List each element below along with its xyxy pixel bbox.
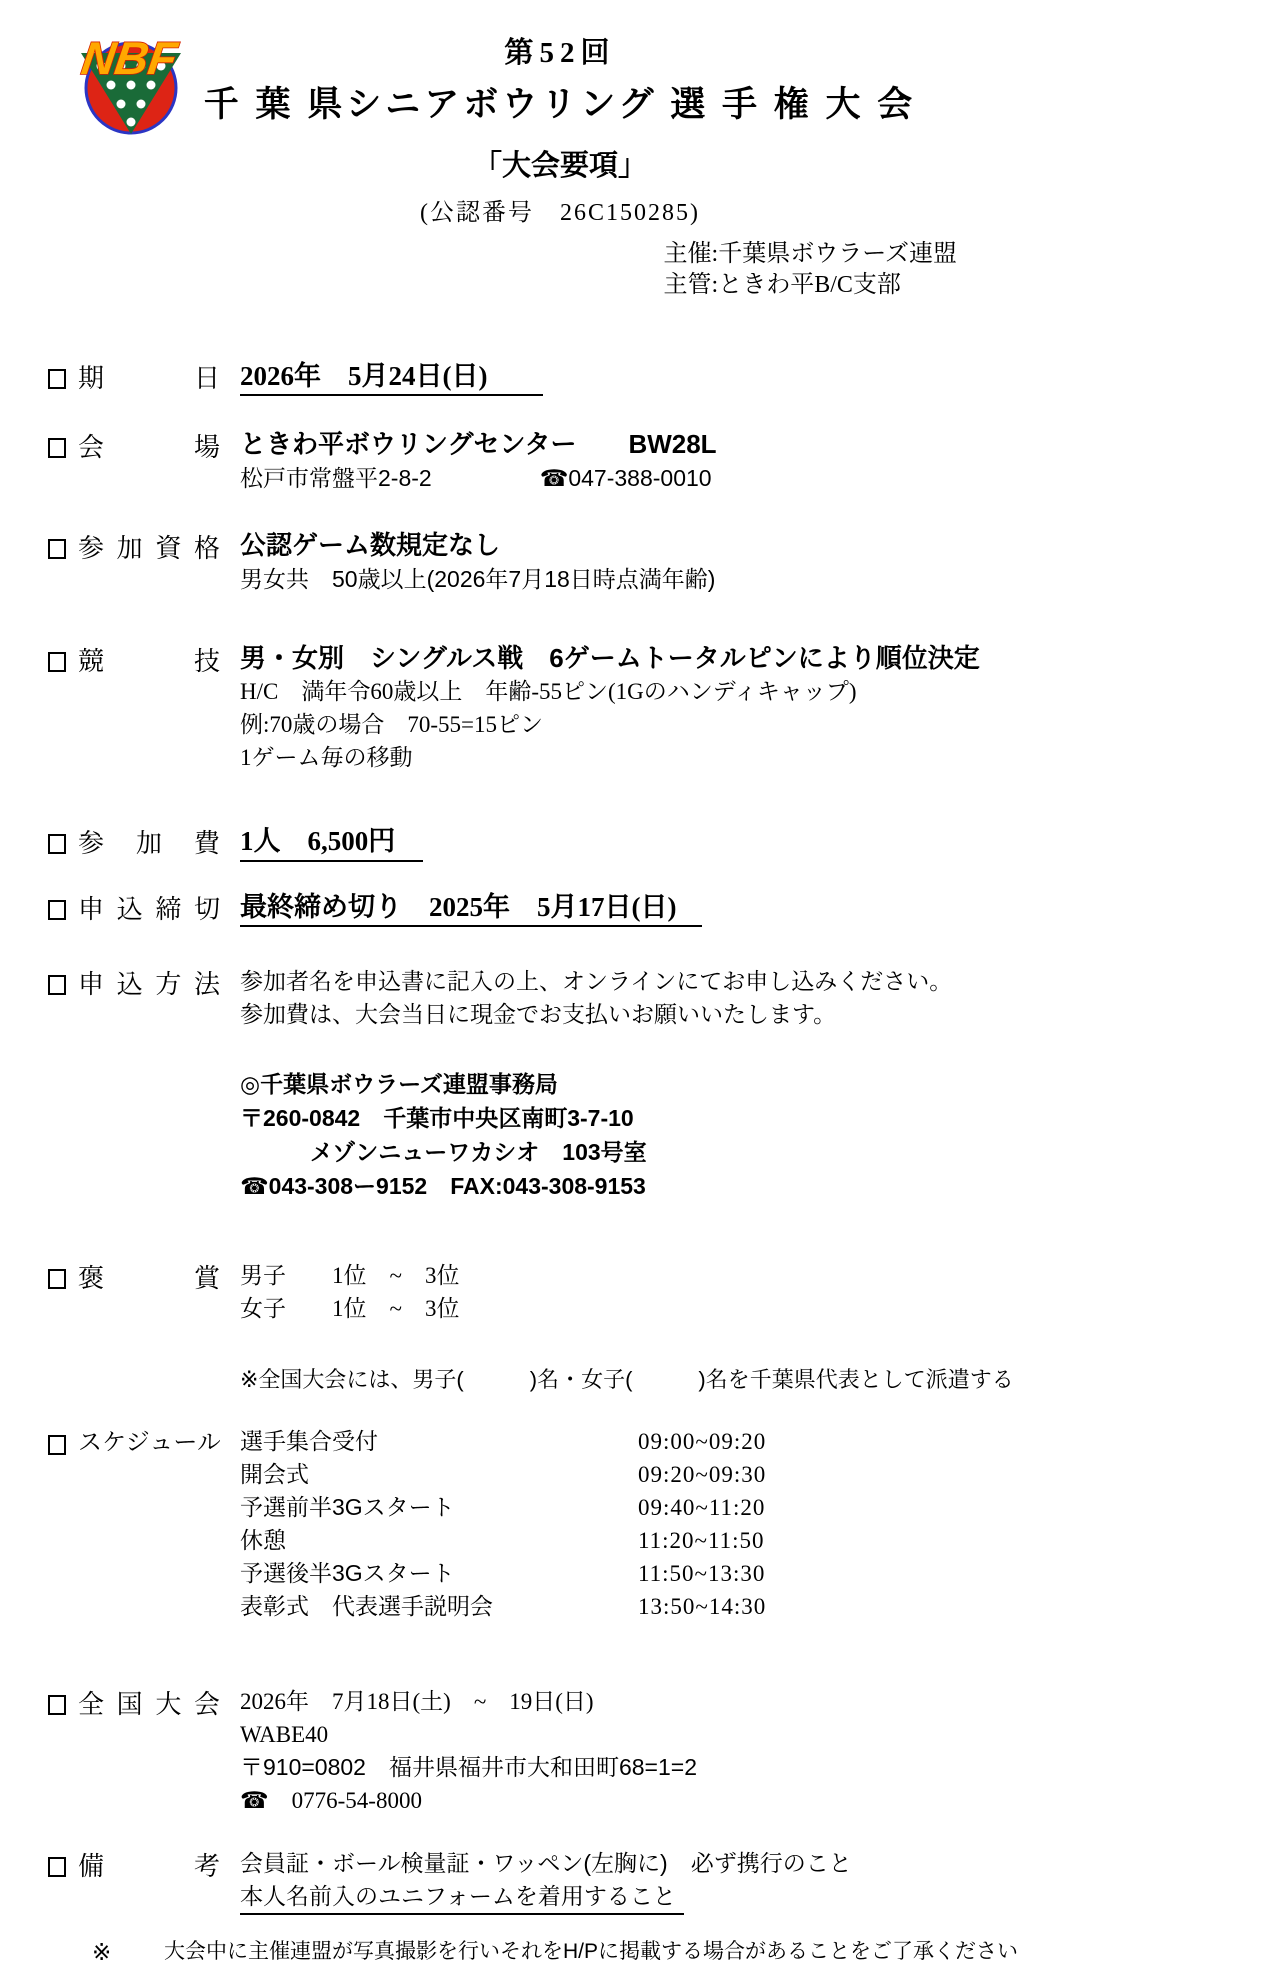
section-checkbox [48,438,66,458]
national-phone: ☎ 0776-54-8000 [240,1787,422,1813]
entry-fee: 1人 6,500円 [240,824,423,861]
eligibility-value: 公認ゲーム数規定なし [240,529,501,560]
section-schedule [44,1425,1246,1623]
national-address: 〒910=0802 福井県福井市大和田町68=1=2 [240,1753,698,1780]
lane-move-rule: 1ゲーム毎の移動 [240,745,413,771]
section-label-schedule: スケジュール [78,1429,220,1456]
section-checkbox [48,539,66,559]
schedule-event: 開会式 [240,1460,309,1487]
organizer-block [664,239,957,301]
section-label-national: 全国大会 [78,1689,220,1719]
section-checkbox [48,1435,66,1455]
notes-uniform-rule: 本人名前入のユニフォームを着用すること [240,1880,684,1915]
section-checkbox [48,900,66,920]
section-checkbox [48,652,66,672]
award-women: 女子 1位 ~ 3位 [240,1295,460,1321]
notes-carry-items: 会員証・ボール検量証・ワッペン(左胸に) 必ず携行のこと [240,1849,852,1876]
section-checkbox [48,975,66,995]
section-checkbox [48,834,66,854]
national-venue: WABE40 [240,1721,329,1747]
section-notes [44,1847,1246,1915]
eligibility-detail: 男女共 50歳以上(2026年7月18日時点満年齢) [240,565,716,592]
award-men: 男子 1位 ~ 3位 [240,1262,460,1288]
office-phone-fax: ☎043-308ー9152 FAX:043-308-9153 [240,1172,646,1199]
sections [0,359,1282,1967]
venue-name: ときわ平ボウリングセンター BW28L [240,429,717,460]
section-label-notes: 備考 [78,1851,220,1881]
section-venue [44,428,1246,495]
schedule-row [240,1425,1246,1458]
section-application [44,965,1246,1203]
tournament-round: 第52回 [504,37,616,69]
section-label-deadline: 申込締切 [78,894,220,924]
schedule-row [240,1458,1246,1491]
federation-office-block [240,1067,1246,1203]
section-label-fee: 参加費 [78,829,220,859]
schedule-row [240,1491,1246,1524]
certification-number: (公認番号 26C150285) [420,200,700,226]
tournament-title: 千 葉 県シニアボウリング 選 手 権 大 会 [203,85,917,124]
section-checkbox [48,1857,66,1877]
section-label-eligibility: 参加資格 [78,533,220,563]
schedule-event: 表彰式 代表選手説明会 [240,1592,493,1619]
nbf-logo-graphic [74,26,186,136]
application-instruction-2: 参加費は、大会当日に現金でお支払いお願いいたします。 [240,1000,837,1027]
schedule-time: 11:20~11:50 [638,1527,765,1553]
section-date [44,359,1246,396]
section-award [44,1259,1246,1395]
section-national [44,1685,1246,1817]
schedule-time: 13:50~14:30 [638,1593,767,1619]
footnote-mark: ※ [92,1938,112,1965]
section-checkbox [48,1695,66,1715]
schedule-time: 09:20~09:30 [638,1461,767,1487]
section-checkbox [48,1269,66,1289]
competition-format: 男・女別 シングルス戦 6ゲームトータルピンにより順位決定 [240,642,980,673]
section-label-competition: 競技 [78,646,220,676]
nbf-logo [74,26,186,136]
national-dates: 2026年 7月18日(土) ~ 19日(日) [240,1688,594,1714]
nbf-logo-letters: NBF [78,32,181,84]
schedule-row [240,1590,1246,1623]
handicap-example: 例:70歳の場合 70-55=15ピン [240,712,544,738]
section-fee [44,824,1246,861]
section-checkbox [48,369,66,389]
national-delegation-note: ※全国大会には、男子( )名・女子( )名を千葉県代表として派遣する [240,1366,1014,1392]
section-label-date: 期日 [78,364,220,393]
schedule-event: 休憩 [240,1526,286,1553]
footnote-text: 大会中に主催連盟が写真撮影を行いそれをH/Pに掲載する場合があることをご了承ください [164,1939,1019,1963]
office-building: メゾンニューワカシオ 103号室 [310,1138,647,1165]
office-name: ◎千葉県ボウラーズ連盟事務局 [240,1070,558,1097]
application-deadline: 最終締め切り 2025年 5月17日(日) [240,890,702,927]
section-competition [44,642,1246,775]
venue-address: 松戸市常盤平2-8-2 [240,464,432,491]
application-instruction-1: 参加者名を申込書に記入の上、オンラインにてお申し込みください。 [240,967,953,994]
section-eligibility [44,529,1246,596]
schedule-time: 11:50~13:30 [638,1560,766,1586]
schedule-event: 予選後半3Gスタート [240,1559,455,1586]
section-label-venue: 会場 [78,433,220,463]
venue-phone: ☎047-388-0010 [539,464,712,491]
handicap-rule: H/C 満年令60歳以上 年齢-55ピン(1Gのハンディキャップ) [240,679,857,705]
managing-organization: 主管:ときわ平B/C支部 [663,272,901,298]
office-address: 〒260-0842 千葉市中央区南町3-7-10 [240,1104,634,1131]
schedule-time: 09:00~09:20 [638,1428,767,1454]
section-deadline [44,890,1246,927]
schedule-row [240,1557,1246,1590]
photo-disclaimer [44,1937,1246,1967]
schedule-time: 09:40~11:20 [638,1494,766,1520]
schedule-event: 予選前半3Gスタート [240,1493,455,1520]
section-label-award: 褒賞 [78,1263,220,1293]
host-organization: 主催:千葉県ボウラーズ連盟 [663,241,957,267]
schedule-event: 選手集合受付 [240,1427,378,1454]
section-label-application: 申込方法 [78,969,220,999]
schedule-row [240,1524,1246,1557]
document-subtitle: 「大会要項」 [472,150,647,182]
event-date: 2026年 5月24日(日) [240,359,543,396]
